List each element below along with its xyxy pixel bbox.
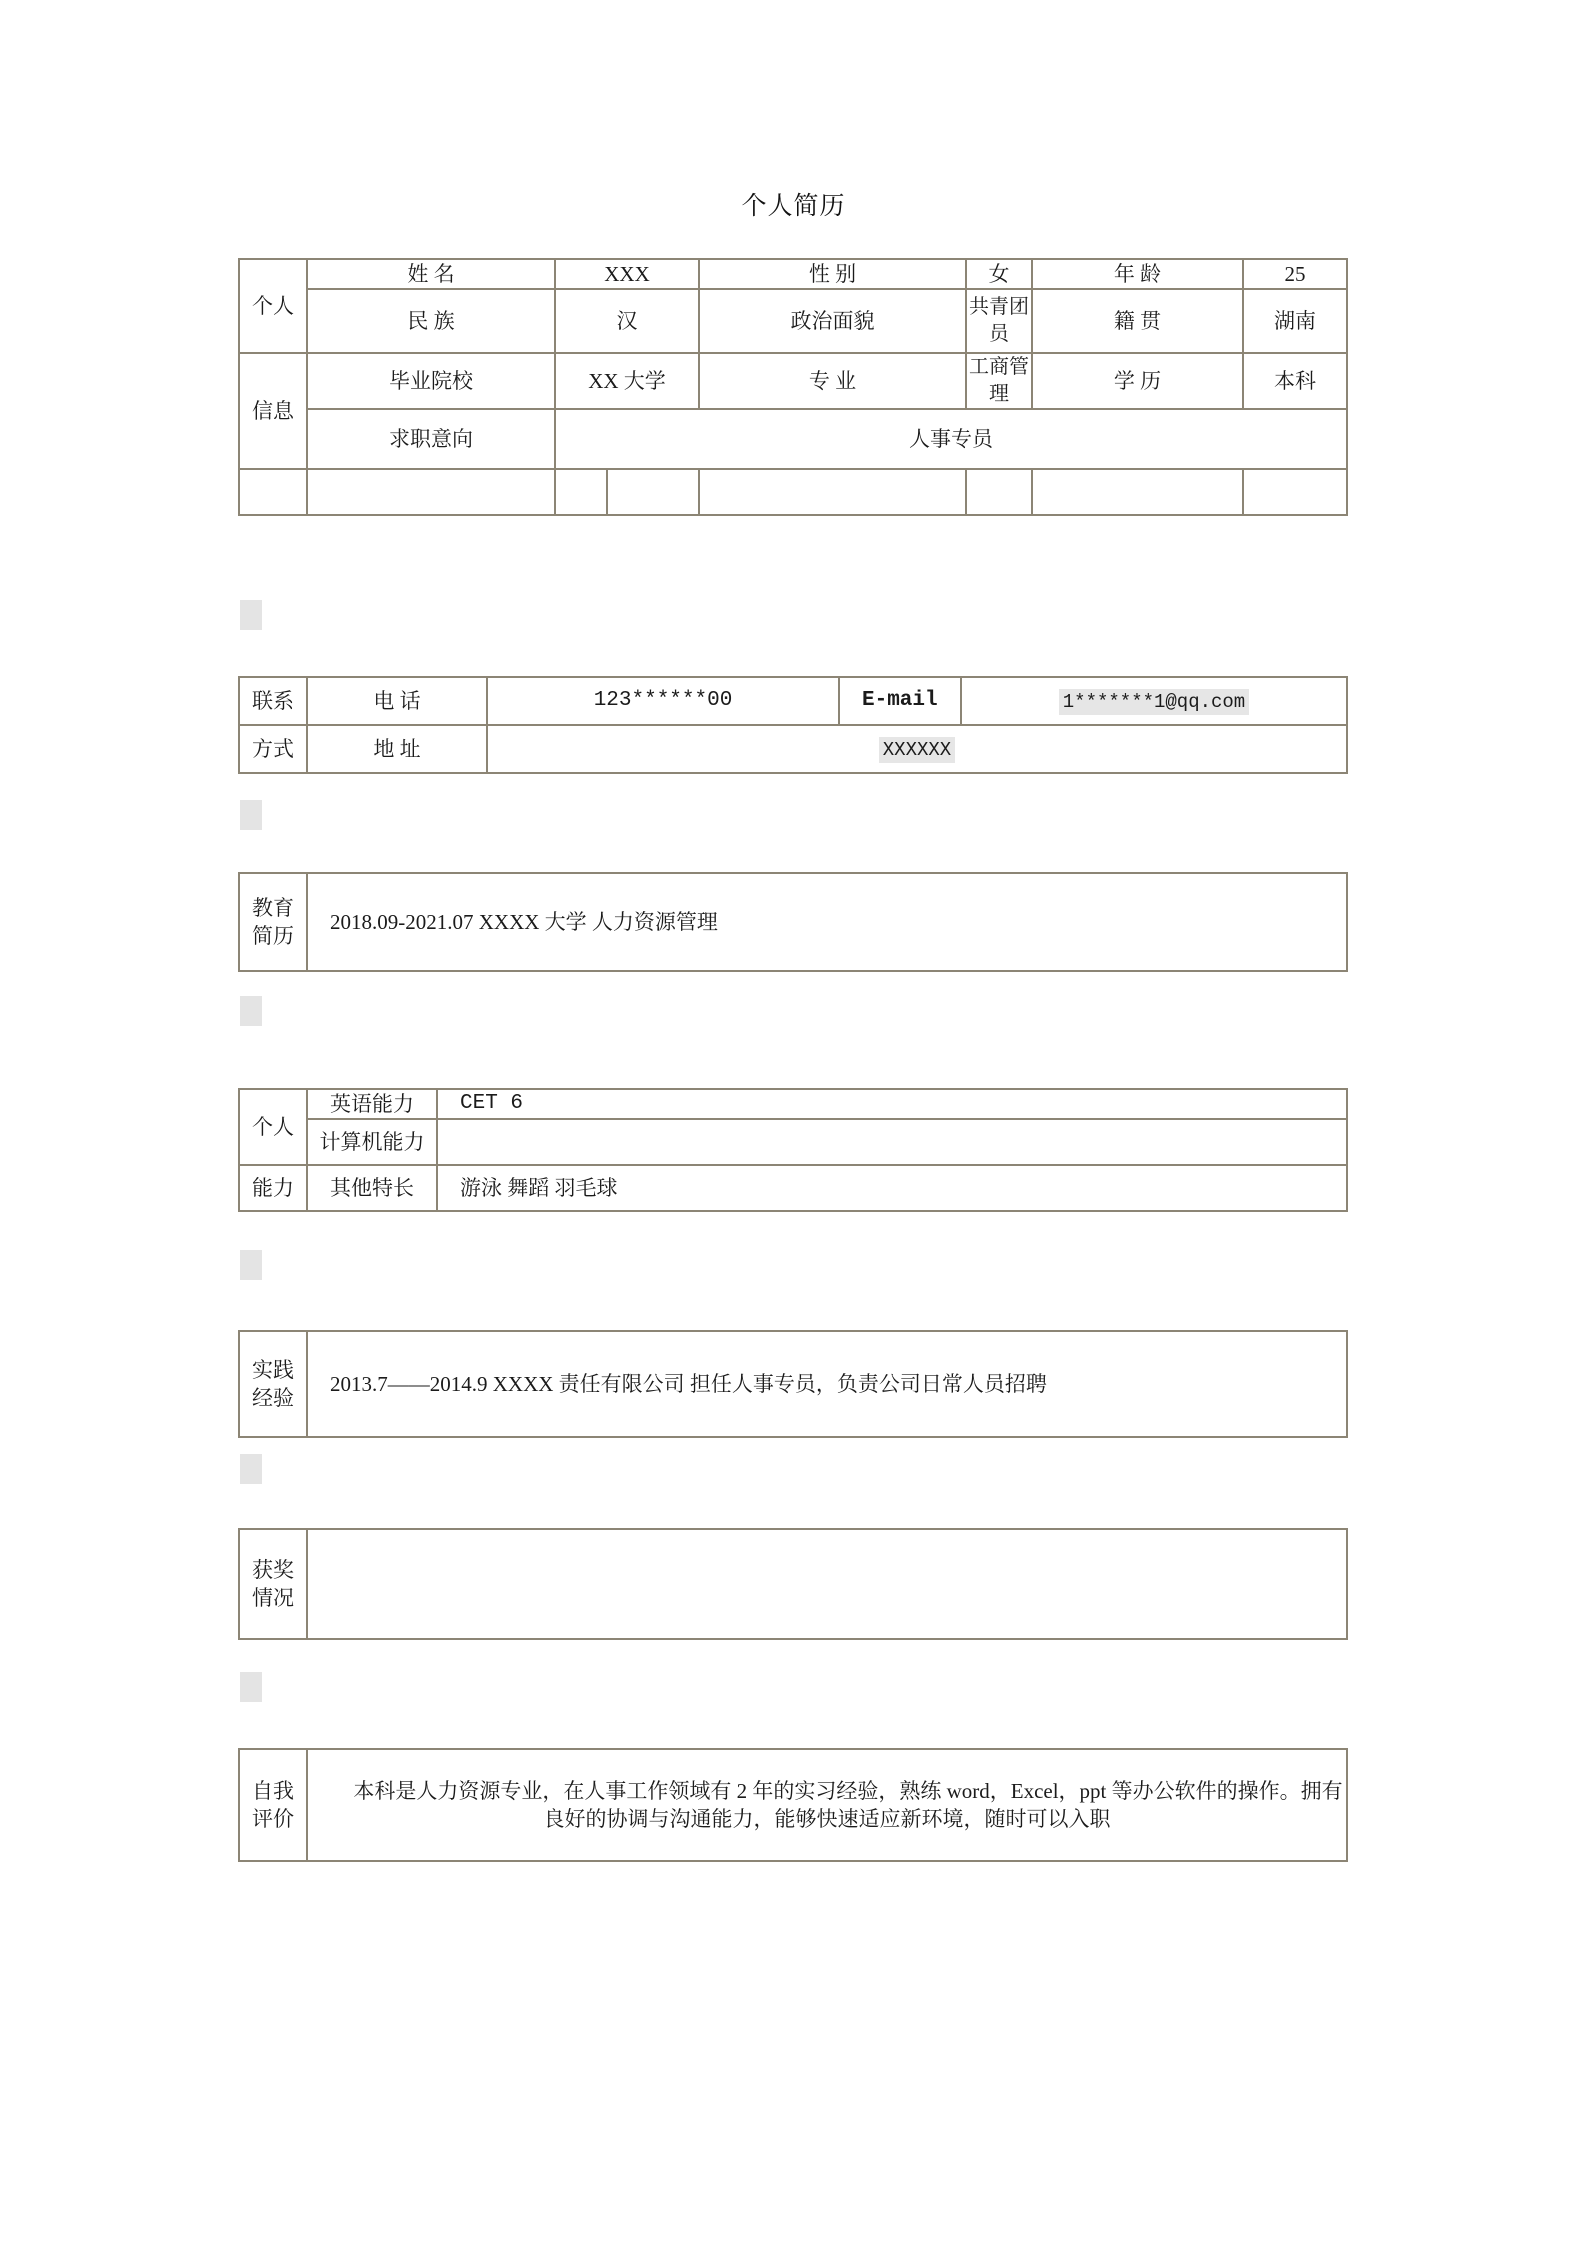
job-intent-value: 人事专员 [555, 409, 1347, 469]
table-row [239, 353, 1347, 409]
origin-label: 籍 贯 [1032, 289, 1243, 353]
degree-value: 本科 [1243, 353, 1347, 409]
table-row [239, 1529, 1347, 1639]
political-status-value: 共青团员 [966, 289, 1032, 353]
school-label: 毕业院校 [307, 353, 555, 409]
table-row [239, 1331, 1347, 1437]
empty-cell [699, 469, 966, 515]
gender-label: 性 别 [699, 259, 966, 289]
awards-section-label [239, 1529, 307, 1639]
table-row [239, 409, 1347, 469]
placeholder-square [240, 600, 262, 630]
empty-cell [966, 469, 1032, 515]
personal-info-table [238, 258, 1348, 516]
address-value-cell [487, 725, 1347, 773]
self-evaluation-entry: 本科是人力资源专业，在人事工作领域有 2 年的实习经验，熟练 word，Excel，ppt 等办公软件的操作。拥有良好的协调与沟通能力，能够快速适应新环境，随时可以入职 [307, 1749, 1347, 1861]
english-ability-value: CET 6 [437, 1089, 1347, 1119]
ability-table [238, 1088, 1348, 1212]
table-row [239, 1089, 1347, 1119]
awards-entry [307, 1529, 1347, 1639]
placeholder-square [240, 800, 262, 830]
ethnicity-label: 民 族 [307, 289, 555, 353]
self-evaluation-section-label-top: 自我 [252, 1778, 294, 1803]
table-row [239, 1119, 1347, 1165]
age-value: 25 [1243, 259, 1347, 289]
table-row [239, 289, 1347, 353]
table-row [239, 259, 1347, 289]
empty-cell [607, 469, 699, 515]
contact-table [238, 676, 1348, 774]
email-value-cell [961, 677, 1347, 725]
contact-section-label-top: 联系 [239, 677, 307, 725]
practice-experience-table [238, 1330, 1348, 1438]
computer-ability-label: 计算机能力 [307, 1119, 437, 1165]
education-section-label-top: 教育 [252, 895, 294, 920]
education-section-label [239, 873, 307, 971]
contact-section-label-bottom: 方式 [239, 725, 307, 773]
english-ability-label: 英语能力 [307, 1089, 437, 1119]
education-table [238, 872, 1348, 972]
table-row [239, 725, 1347, 773]
table-row [239, 1749, 1347, 1861]
empty-cell [239, 469, 307, 515]
major-label: 专 业 [699, 353, 966, 409]
self-evaluation-table [238, 1748, 1348, 1862]
table-row [239, 677, 1347, 725]
placeholder-square [240, 1250, 262, 1280]
school-value: XX 大学 [555, 353, 699, 409]
origin-value: 湖南 [1243, 289, 1347, 353]
personal-info-section-label-top: 个人 [239, 259, 307, 353]
empty-cell [307, 469, 555, 515]
education-entry: 2018.09-2021.07 XXXX 大学 人力资源管理 [307, 873, 1347, 971]
table-row [239, 873, 1347, 971]
placeholder-square [240, 1454, 262, 1484]
placeholder-square [240, 1672, 262, 1702]
phone-label: 电 话 [307, 677, 487, 725]
email-value: 1*******1@qq.com [1059, 689, 1249, 715]
gender-value: 女 [966, 259, 1032, 289]
awards-section-label-top: 获奖 [252, 1557, 294, 1582]
empty-cell [555, 469, 607, 515]
awards-table [238, 1528, 1348, 1640]
degree-label: 学 历 [1032, 353, 1243, 409]
ability-section-label-top: 个人 [239, 1089, 307, 1165]
ability-section-label-bottom: 能力 [239, 1165, 307, 1211]
table-row [239, 1165, 1347, 1211]
empty-cell [1243, 469, 1347, 515]
self-evaluation-section-label-bottom: 评价 [252, 1807, 294, 1831]
computer-ability-value [437, 1119, 1347, 1165]
practice-section-label-bottom: 经验 [252, 1386, 294, 1410]
awards-section-label-bottom: 情况 [252, 1586, 294, 1610]
name-label: 姓 名 [307, 259, 555, 289]
name-value: XXX [555, 259, 699, 289]
major-value: 工商管理 [966, 353, 1032, 409]
political-status-label: 政治面貌 [699, 289, 966, 353]
practice-section-label [239, 1331, 307, 1437]
age-label: 年 龄 [1032, 259, 1243, 289]
page-title: 个人简历 [741, 193, 846, 220]
address-value: XXXXXX [879, 737, 955, 763]
address-label: 地 址 [307, 725, 487, 773]
personal-info-section-label-bottom: 信息 [239, 353, 307, 469]
other-skills-label: 其他特长 [307, 1165, 437, 1211]
other-skills-value: 游泳 舞蹈 羽毛球 [437, 1165, 1347, 1211]
table-row-empty [239, 469, 1347, 515]
practice-entry: 2013.7——2014.9 XXXX 责任有限公司 担任人事专员，负责公司日常人员招聘 [307, 1331, 1347, 1437]
self-evaluation-section-label [239, 1749, 307, 1861]
email-label: E-mail [839, 677, 961, 725]
empty-cell [1032, 469, 1243, 515]
placeholder-square [240, 996, 262, 1026]
education-section-label-bottom: 简历 [252, 924, 294, 948]
phone-value: 123******00 [487, 677, 839, 725]
practice-section-label-top: 实践 [252, 1357, 294, 1382]
job-intent-label: 求职意向 [307, 409, 555, 469]
ethnicity-value: 汉 [555, 289, 699, 353]
